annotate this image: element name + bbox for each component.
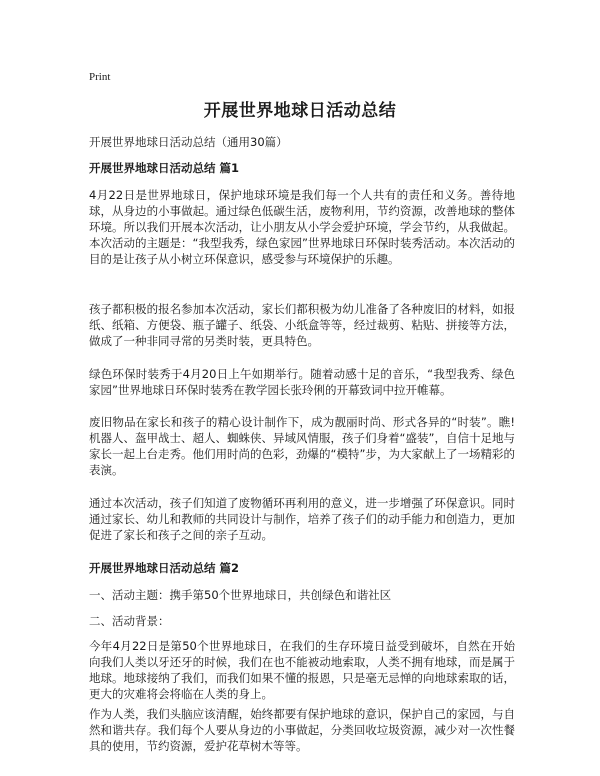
print-link[interactable]: Print <box>89 71 111 83</box>
paragraph: 废旧物品在家长和孩子的精心设计制作下，成为靓丽时尚、形式各异的“时装”。瞧!机器人、盔甲战士、超人、蜘蛛侠、异域风情服，孩子们身着“盛装”，自信十足地与家长一起上台走秀。他们用时尚的色彩，劲爆的“模特”步，为大家献上了一场精彩的表演。 <box>89 415 515 477</box>
paragraph: 二、活动背景： <box>89 614 170 628</box>
paragraph: 孩子都积极的报名参加本次活动，家长们都积极为幼儿准备了各种废旧的材料，如报纸、纸箱、方便袋、瓶子罐子、纸袋、小纸盒等等，经过裁剪、粘贴、拼接等方法，做成了一种非同寻常的另类时装，更具特色。 <box>89 302 515 348</box>
paragraph: 4月22日是世界地球日，保护地球环境是我们每一个人共有的责任和义务。善待地球，从身边的小事做起。通过绿色低碳生活，废物利用，节约资源，改善地球的整体环境。所以我们开展本次活动，让小朋友从小学会爱护环境，学会节约，从我做起。本次活动的主题是：“我型我秀，绿色家园”世界地球日环保时装秀活动。本次活动的目的是让孩子从小树立环保意识，感受参与环境保护的乐趣。 <box>89 188 515 266</box>
paragraph: 通过本次活动，孩子们知道了废物循环再利用的意义，进一步增强了环保意识。同时通过家长、幼儿和教师的共同设计与制作，培养了孩子们的动手能力和创造力，更加促进了家长和孩子之间的亲子互动。 <box>89 496 515 542</box>
section-heading: 开展世界地球日活动总结 篇1 <box>89 161 240 175</box>
page-title: 开展世界地球日活动总结 <box>203 101 397 121</box>
paragraph: 作为人类，我们头脑应该清醒，始终都要有保护地球的意识，保护自己的家园，与自然和谐共存。我们每个人要从身边的小事做起，分类回收垃圾资源，减少对一次性餐具的使用，节约资源，爱护花草树木等等。 <box>89 707 515 753</box>
page-subtitle: 开展世界地球日活动总结（通用30篇） <box>89 135 288 149</box>
paragraph: 绿色环保时装秀于4月20日上午如期举行。随着动感十足的音乐，“我型我秀、绿色家园”世界地球日环保时装秀在教学园长张玲俐的开幕致词中拉开帷幕。 <box>89 367 515 397</box>
paragraph: 一、活动主题：携手第50个世界地球日，共创绿色和谐社区 <box>89 588 392 602</box>
section-heading: 开展世界地球日活动总结 篇2 <box>89 561 240 575</box>
paragraph: 今年4月22日是第50个世界地球日，在我们的生存环境日益受到破坏，自然在开始向我们人类以牙还牙的时候，我们在也不能被动地索取，人类不拥有地球，而是属于地球。地球接纳了我们，而我们如果不懂的报恩，只是毫无忌惮的向地球索取的话，更大的灾难将会将临在人类的身上。 <box>89 639 515 701</box>
